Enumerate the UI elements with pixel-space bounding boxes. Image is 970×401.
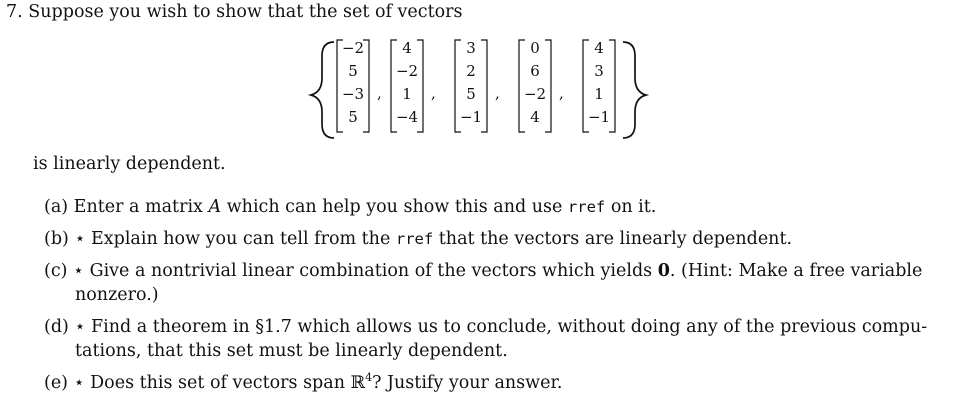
- vector-separator: ,: [377, 84, 382, 102]
- vector-entry: 3: [466, 39, 476, 57]
- part-c-line1-post: . (Hint: Make a free variable: [669, 261, 923, 281]
- part-e-label: (e): [44, 373, 69, 393]
- vector-entry: −4: [395, 108, 419, 126]
- part-b: [44, 228, 792, 250]
- part-d-line1: Find a theorem in §1.7 which allows us to conclude, without doing any of the previous compu-: [90, 317, 928, 337]
- star-icon: ⋆: [73, 261, 85, 281]
- part-c: [44, 260, 922, 282]
- vector-entry: 5: [348, 108, 358, 126]
- part-e-text-pre: Does this set of vectors span: [90, 373, 351, 393]
- star-icon: ⋆: [74, 229, 86, 249]
- vector-entry: −1: [459, 108, 483, 126]
- part-e: [44, 372, 563, 394]
- vector-entry: −2: [395, 62, 419, 80]
- left-brace: [311, 42, 334, 138]
- star-icon: ⋆: [73, 373, 85, 393]
- vector-entry: −2: [341, 39, 365, 57]
- vector-entry: 4: [594, 39, 604, 57]
- part-b-label: (b): [44, 229, 69, 249]
- vector-entry: 4: [530, 108, 540, 126]
- vector-entry: 5: [348, 62, 358, 80]
- part-c-line1-pre: Give a nontrivial linear combination of the vectors which yields: [89, 261, 658, 281]
- right-brace: [623, 42, 646, 138]
- rref-code: rref: [395, 230, 434, 248]
- part-d-label: (d): [44, 317, 69, 337]
- part-a-text-pre: Enter a matrix: [73, 197, 209, 217]
- vector-entry: 5: [466, 85, 476, 103]
- vector-separator: ,: [495, 84, 500, 102]
- vector-entry: 3: [594, 62, 604, 80]
- part-a-label: (a): [44, 197, 69, 217]
- part-a-text-post: on it.: [605, 197, 657, 217]
- star-icon: ⋆: [74, 317, 86, 337]
- problem-intro: Suppose you wish to show that the set of vectors: [28, 2, 463, 22]
- vector-entry: −2: [523, 85, 547, 103]
- part-d-line2: tations, that this set must be linearly dependent.: [75, 341, 508, 361]
- rref-code: rref: [567, 198, 606, 216]
- space-exponent: 4: [365, 371, 373, 385]
- part-b-text-post: that the vectors are linearly dependent.: [433, 229, 793, 249]
- vector-entry: 0: [530, 39, 540, 57]
- part-a: [44, 196, 656, 218]
- vector-entry: −1: [587, 108, 611, 126]
- real-space-symbol: ℝ: [350, 373, 366, 393]
- vector-entry: −3: [341, 85, 365, 103]
- part-c-label: (c): [44, 261, 68, 281]
- part-d: [44, 316, 927, 338]
- part-a-text-mid: which can help you show this and use: [221, 197, 568, 217]
- vector-entry: 1: [594, 85, 604, 103]
- problem-number: 7.: [6, 2, 23, 22]
- matrix-var: A: [208, 197, 222, 217]
- problem-heading: [6, 1, 463, 23]
- conclusion-text: is linearly dependent.: [33, 154, 226, 174]
- vector-separator: ,: [431, 84, 436, 102]
- vector-entry: 4: [402, 39, 412, 57]
- part-e-text-post: ? Justify your answer.: [372, 373, 563, 393]
- part-b-text-pre: Explain how you can tell from the: [90, 229, 396, 249]
- zero-vector: 0: [657, 261, 670, 281]
- vector-entry: 2: [466, 62, 476, 80]
- vector-entry: 1: [402, 85, 412, 103]
- vector-separator: ,: [559, 84, 564, 102]
- vector-entry: 6: [530, 62, 540, 80]
- part-c-line2: nonzero.): [75, 285, 159, 305]
